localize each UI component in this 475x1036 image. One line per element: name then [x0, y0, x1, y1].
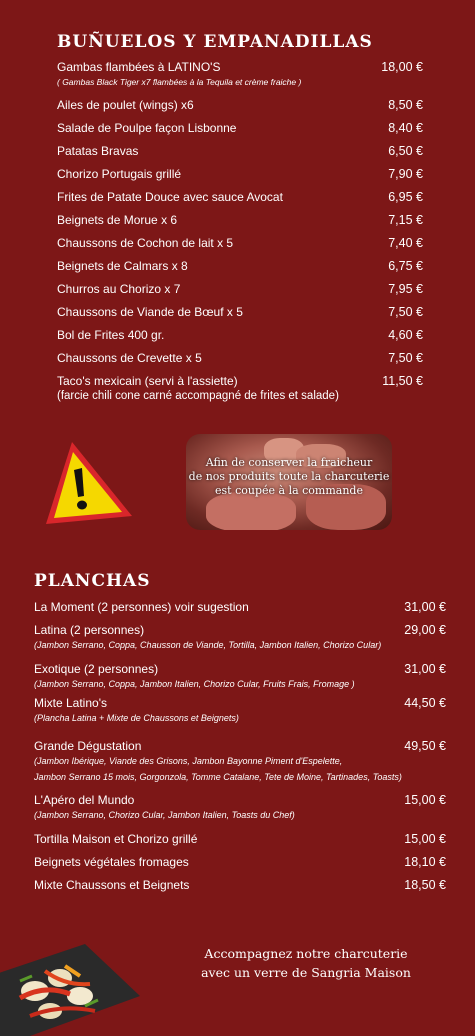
item-name: Bol de Frites 400 gr. — [57, 328, 165, 342]
item-name: Ailes de poulet (wings) x6 — [57, 98, 194, 112]
item-price: 7,50 € — [388, 305, 423, 319]
menu-item — [57, 328, 423, 351]
item-price: 31,00 € — [404, 662, 446, 676]
menu-item — [34, 696, 446, 739]
sangria-promo-line: avec un verre de Sangria Maison — [201, 965, 411, 980]
menu-item — [34, 832, 446, 855]
menu-item — [34, 623, 446, 662]
item-price: 8,50 € — [388, 98, 423, 112]
item-name: Tortilla Maison et Chorizo grillé — [34, 832, 198, 846]
item-price: 7,90 € — [388, 167, 423, 181]
menu-item — [57, 282, 423, 305]
item-name: Beignets végétales fromages — [34, 855, 189, 869]
item-price: 7,15 € — [388, 213, 423, 227]
section-title-planchas: PLANCHAS — [34, 571, 151, 591]
menu-item — [34, 855, 446, 878]
item-name: Beignets de Calmars x 8 — [57, 259, 188, 273]
item-price: 15,00 € — [404, 793, 446, 807]
item-description: (Jambon Ibérique, Viande des Grisons, Jambon Bayonne Piment d'Espelette, — [34, 756, 343, 766]
notice-line: Afin de conserver la fraicheur — [205, 456, 373, 469]
item-name: Chaussons de Viande de Bœuf x 5 — [57, 305, 243, 319]
item-name: Patatas Bravas — [57, 144, 139, 158]
menu-item — [57, 213, 423, 236]
item-name: Gambas flambées à LATINO'S — [57, 60, 221, 74]
item-price: 6,75 € — [388, 259, 423, 273]
section-title-bunuelos: BUÑUELOS Y EMPANADILLAS — [57, 32, 373, 52]
item-description: (Jambon Serrano, Chorizo Cular, Jambon Italien, Toasts du Chef) — [34, 810, 295, 820]
menu-item — [57, 98, 423, 121]
item-name: Chaussons de Crevette x 5 — [57, 351, 202, 365]
item-price: 18,50 € — [404, 878, 446, 892]
item-name: Grande Dégustation — [34, 739, 142, 753]
item-description: ( Gambas Black Tiger x7 flambées à la Tequila et crème fraiche ) — [57, 77, 302, 87]
item-price: 7,40 € — [388, 236, 423, 250]
item-price: 49,50 € — [404, 739, 446, 753]
item-price: 7,50 € — [388, 351, 423, 365]
item-price: 6,50 € — [388, 144, 423, 158]
menu-item — [57, 236, 423, 259]
item-price: 15,00 € — [404, 832, 446, 846]
menu-item — [57, 374, 423, 414]
charcuterie-notice-image — [186, 434, 392, 530]
item-name: Mixte Chaussons et Beignets — [34, 878, 190, 892]
item-description: (farcie chili cone carné accompagné de frites et salade) — [57, 390, 339, 402]
menu-item — [57, 305, 423, 328]
item-price: 8,40 € — [388, 121, 423, 135]
menu-list-bunuelos — [57, 60, 423, 414]
item-name: La Moment (2 personnes) voir sugestion — [34, 600, 249, 614]
notice-line: est coupée à la commande — [215, 484, 363, 497]
item-name: Exotique (2 personnes) — [34, 662, 159, 676]
sangria-promo — [186, 944, 426, 982]
item-description: (Jambon Serrano, Coppa, Chausson de Viande, Tortilla, Jambon Italien, Chorizo Cular) — [34, 640, 382, 650]
item-name: Taco's mexicain (servi à l'assiette) — [57, 374, 238, 388]
item-price: 4,60 € — [388, 328, 423, 342]
item-name: L'Apéro del Mundo — [34, 793, 135, 807]
notice-line: de nos produits toute la charcuterie — [188, 470, 390, 483]
item-name: Chaussons de Cochon de lait x 5 — [57, 236, 234, 250]
item-price: 6,95 € — [388, 190, 423, 204]
item-description: Jambon Serrano 15 mois, Gorgonzola, Tomme Catalane, Tete de Moine, Tartinades, Toasts) — [34, 772, 402, 782]
menu-item — [57, 144, 423, 167]
item-name: Mixte Latino's — [34, 696, 107, 710]
item-name: Beignets de Morue x 6 — [57, 213, 178, 227]
item-name: Frites de Patate Douce avec sauce Avocat — [57, 190, 283, 204]
menu-item — [57, 167, 423, 190]
menu-item — [57, 121, 423, 144]
item-name: Latina (2 personnes) — [34, 623, 145, 637]
food-plate-image — [0, 936, 140, 1036]
item-description: (Jambon Serrano, Coppa, Jambon Italien, Chorizo Cular, Fruits Frais, Fromage ) — [34, 679, 355, 689]
item-name: Salade de Poulpe façon Lisbonne — [57, 121, 237, 135]
menu-item — [57, 259, 423, 282]
item-price: 7,95 € — [388, 282, 423, 296]
menu-item — [57, 351, 423, 374]
menu-item — [57, 190, 423, 213]
sangria-promo-line: Accompagnez notre charcuterie — [204, 946, 408, 961]
item-price: 18,10 € — [404, 855, 446, 869]
menu-item — [34, 878, 446, 901]
item-price: 31,00 € — [404, 600, 446, 614]
item-price: 44,50 € — [404, 696, 446, 710]
menu-list-planchas — [34, 600, 446, 901]
item-description: (Plancha Latina + Mixte de Chaussons et Beignets) — [34, 713, 239, 723]
item-price: 29,00 € — [404, 623, 446, 637]
item-name: Churros au Chorizo x 7 — [57, 282, 181, 296]
menu-item — [34, 662, 446, 696]
menu-item — [34, 600, 446, 623]
item-price: 18,00 € — [381, 60, 423, 74]
warning-icon — [40, 438, 136, 530]
charcuterie-notice-text — [186, 456, 392, 498]
item-price: 11,50 € — [382, 374, 423, 388]
menu-item — [34, 739, 446, 793]
menu-item — [57, 60, 423, 98]
menu-item — [34, 793, 446, 832]
item-name: Chorizo Portugais grillé — [57, 167, 182, 181]
